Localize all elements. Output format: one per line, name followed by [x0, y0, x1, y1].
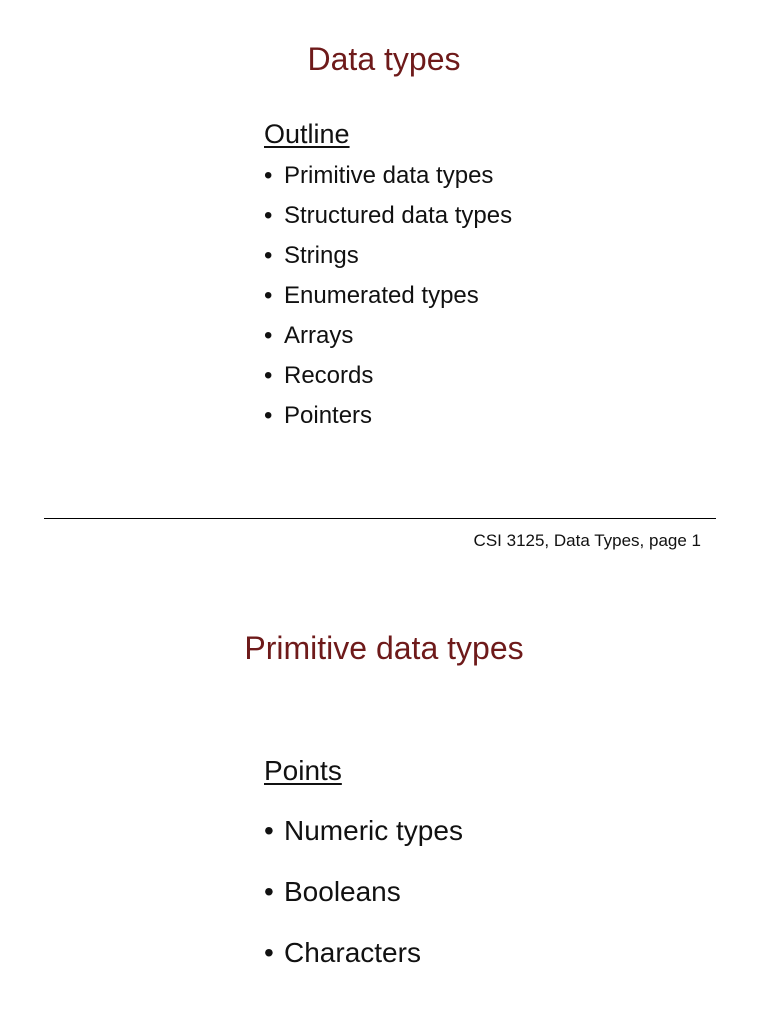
list-item: • Booleans — [264, 878, 463, 939]
section-heading-points: Points — [264, 755, 342, 786]
list-item: • Records — [264, 364, 512, 404]
page-divider — [44, 518, 716, 519]
list-item: • Enumerated types — [264, 284, 512, 324]
slide-title: Data types — [307, 41, 461, 77]
list-item: • Characters — [264, 939, 463, 1000]
slide-title: Primitive data types — [244, 630, 524, 666]
list-item: • Pointers — [264, 404, 512, 444]
outline-list — [264, 164, 512, 444]
list-item: • Strings — [264, 244, 512, 284]
list-item: • Primitive data types — [264, 164, 512, 204]
page-footer: CSI 3125, Data Types, page 1 — [473, 531, 701, 550]
list-item: • Numeric types — [264, 817, 463, 878]
section-heading-outline: Outline — [264, 119, 350, 149]
list-item: • Structured data types — [264, 204, 512, 244]
points-list — [264, 817, 463, 1000]
list-item: • Arrays — [264, 324, 512, 364]
